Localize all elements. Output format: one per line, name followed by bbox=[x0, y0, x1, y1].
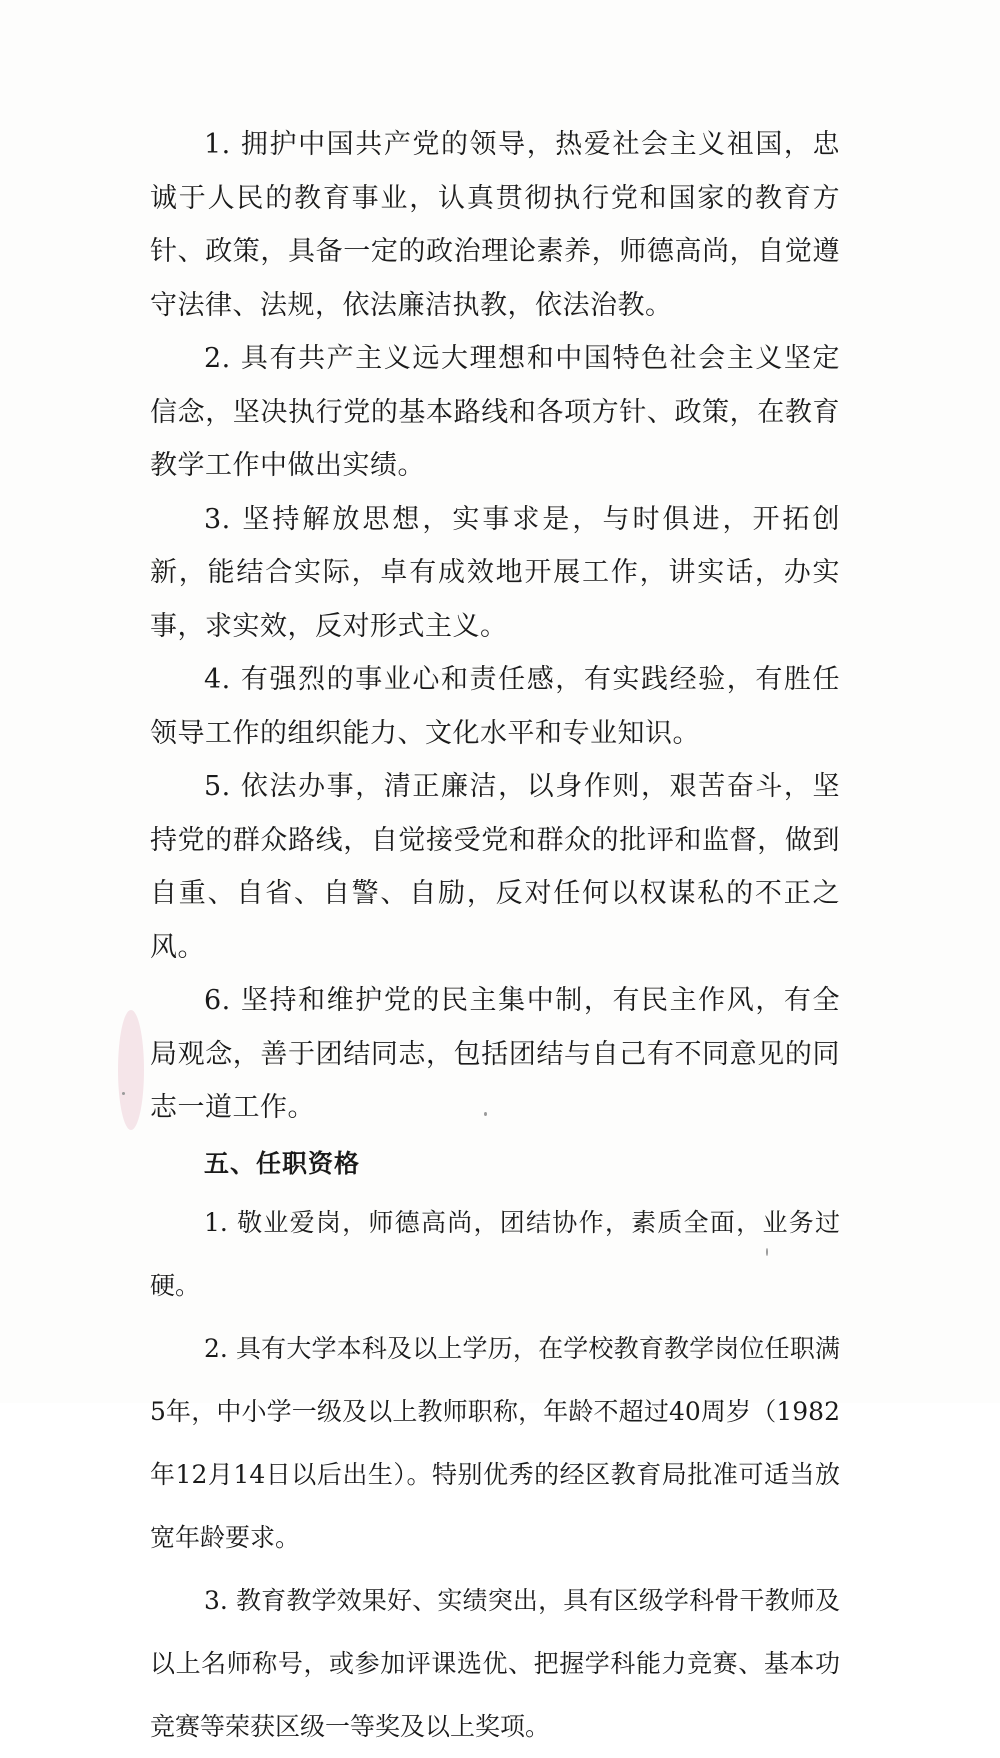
requirement-item-5: 5. 依法办事，清正廉洁，以身作则，艰苦奋斗，坚持党的群众路线，自觉接受党和群众的批评和监督，做到自重、自省、自警、自励，反对任何以权谋私的不正之风。 bbox=[150, 771, 840, 963]
section-heading: 五、任职资格 bbox=[204, 1148, 361, 1178]
requirement-item-6: 6. 坚持和维护党的民主集中制，有民主作风，有全局观念，善于团结同志，包括团结与自己有不同意见的同志一道工作。 bbox=[150, 985, 840, 1123]
document-body bbox=[150, 118, 840, 1758]
requirement-item-1: 1. 拥护中国共产党的领导，热爱社会主义祖国，忠诚于人民的教育事业，认真贯彻执行党和国家的教育方针、政策，具备一定的政治理论素养，师德高尚，自觉遵守法律、法规，依法廉洁执教，依法治教。 bbox=[150, 129, 840, 321]
requirement-item-3: 3. 坚持解放思想，实事求是，与时俱进，开拓创新，能结合实际，卓有成效地开展工作，讲实话，办实事，求实效，反对形式主义。 bbox=[150, 503, 840, 642]
qualification-item-2: 2. 具有大学本科及以上学历，在学校教育教学岗位任职满5年，中小学一级及以上教师职称，年龄不超过40周岁（1982年12月14日以后出生）。特别优秀的经区教育局批准可适当放宽年龄要求。 bbox=[150, 1333, 840, 1552]
requirement-item-2: 2. 具有共产主义远大理想和中国特色社会主义坚定信念，坚决执行党的基本路线和各项方针、政策，在教育教学工作中做出实绩。 bbox=[150, 343, 840, 481]
requirement-item-4: 4. 有强烈的事业心和责任感，有实践经验，有胜任领导工作的组织能力、文化水平和专业知识。 bbox=[150, 664, 840, 749]
qualification-item-1: 1. 敬业爱岗，师德高尚，团结协作，素质全面，业务过硬。 bbox=[150, 1207, 840, 1300]
qualification-item-3: 3. 教育教学效果好、实绩突出，具有区级学科骨干教师及以上名师称号，或参加评课选优、把握学科能力竞赛、基本功竞赛等荣获区级一等奖及以上奖项。 bbox=[150, 1585, 840, 1741]
scan-smudge bbox=[118, 1010, 144, 1130]
scan-speck bbox=[122, 1092, 125, 1095]
